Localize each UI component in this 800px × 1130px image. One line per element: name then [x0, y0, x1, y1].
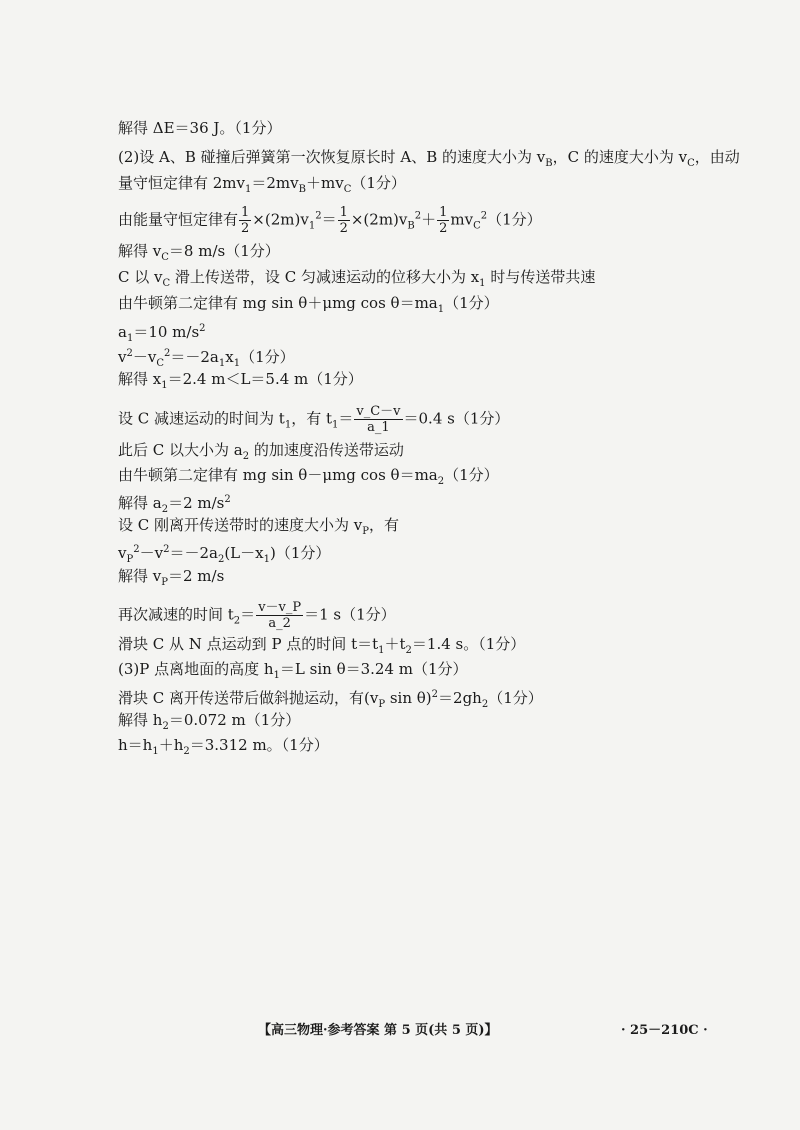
formula-text: 2 — [431, 689, 439, 700]
solution-line-22 — [118, 710, 300, 737]
formula-text: P — [378, 699, 386, 710]
fraction — [256, 600, 303, 631]
formula-text: 1 — [479, 278, 486, 289]
formula-text: 解得 x — [118, 370, 162, 388]
solution-line-5 — [118, 241, 280, 268]
formula-text: v_C－v — [356, 404, 401, 419]
solution-line-15 — [118, 515, 399, 542]
formula-text: 由牛顿第二定律有 mg sin θ＋μmg cos θ＝ma — [118, 294, 438, 312]
text: 解得 ΔE＝36 J。（1分） — [118, 119, 282, 137]
formula-text: ＝2.4 m＜L＝5.4 m（1分） — [167, 370, 363, 388]
formula-text: 由能量守恒定律有 — [118, 210, 239, 229]
formula-text: 解得 a — [118, 494, 162, 512]
formula-text: 2 — [183, 746, 190, 757]
formula-text: （1分） — [444, 466, 499, 484]
formula-text: P — [161, 577, 168, 588]
formula-text: 2 — [224, 494, 231, 505]
formula-text: 2 — [241, 221, 250, 236]
formula-text: ＝2gh — [438, 689, 482, 707]
formula-text: v — [118, 348, 127, 366]
formula-text: 1 — [284, 419, 292, 431]
formula-text: 时与传送带共速 — [485, 268, 596, 286]
formula-text: 1 — [245, 184, 252, 195]
formula-text: 2 — [481, 699, 489, 710]
formula-text: 1 — [241, 205, 250, 220]
formula-text: 2 — [162, 721, 169, 732]
solution-line-17 — [118, 566, 224, 593]
formula-text: (2)设 A、B 碰撞后弹簧第一次恢复原长时 A、B 的速度大小为 v — [118, 148, 546, 166]
formula-text: ＝－2a — [170, 348, 219, 366]
formula-text: mv — [450, 210, 474, 229]
formula-text: （1分） — [444, 294, 499, 312]
formula-text: a_2 — [268, 616, 291, 631]
formula-text: C — [162, 278, 171, 289]
fraction-half — [239, 205, 251, 236]
formula-text: －v — [139, 544, 164, 562]
formula-text: v－v_P — [258, 600, 302, 615]
formula-text: 1 — [339, 205, 348, 220]
formula-text: B — [298, 184, 306, 195]
formula-text: ＋t — [384, 635, 406, 653]
formula-text: 2 — [414, 210, 422, 222]
formula-text: ＝8 m/s（1分） — [168, 242, 280, 260]
formula-text: ，C 的速度大小为 v — [552, 148, 688, 166]
formula-text: 设 C 减速运动的时间为 t — [118, 409, 285, 428]
formula-text: 由牛顿第二定律有 mg sin θ－μmg cos θ＝ma — [118, 466, 438, 484]
formula-text: 2 — [315, 210, 322, 222]
formula-text: 解得 v — [118, 242, 162, 260]
solution-line-10 — [118, 369, 363, 396]
formula-text: ＝10 m/s — [133, 323, 200, 341]
formula-text: ＝0.072 m（1分） — [168, 711, 301, 729]
formula-text: 2 — [405, 645, 412, 656]
formula-text: C — [161, 252, 169, 263]
footer-code: · 25－210C · — [621, 1023, 708, 1038]
solution-line-1 — [118, 118, 281, 138]
formula-text: C 以 v — [118, 268, 163, 286]
formula-text: ×(2m)v — [350, 210, 408, 229]
fraction-half — [338, 205, 350, 236]
formula-text: 1 — [218, 358, 226, 369]
formula-text: ，有 — [369, 516, 400, 534]
formula-text: P — [126, 554, 134, 565]
formula-text: ＋mv — [306, 174, 344, 192]
formula-text: 2 — [199, 323, 206, 334]
solution-line-19 — [118, 634, 525, 661]
formula-text: 1 — [263, 554, 270, 565]
formula-text: 滑块 C 离开传送带后做斜抛运动，有(v — [118, 689, 379, 707]
formula-text: 1 — [152, 746, 159, 757]
formula-text: 2 — [439, 221, 448, 236]
formula-text: ＝ — [240, 605, 256, 624]
formula-text: 2 — [480, 210, 488, 222]
formula-text: ＋ — [421, 210, 437, 229]
formula-text: （1分） — [351, 174, 406, 192]
formula-text: ＝1 s（1分） — [304, 605, 396, 624]
formula-text: ＝－2a — [169, 544, 218, 562]
formula-text: 1 — [233, 358, 241, 369]
solution-line-20 — [118, 659, 468, 686]
formula-text: C — [343, 184, 352, 195]
formula-text: C — [687, 158, 695, 169]
formula-text: x — [225, 348, 234, 366]
formula-text: 解得 v — [118, 567, 162, 585]
formula-text: 量守恒定律有 2mv — [118, 174, 246, 192]
formula-text: ＝2 m/s — [168, 494, 225, 512]
formula-text: 2 — [233, 615, 241, 627]
formula-text: (3)P 点离地面的高度 h — [118, 660, 274, 678]
formula-text: ＋h — [158, 736, 184, 754]
formula-text: （1分） — [487, 210, 542, 229]
formula-text: 2 — [163, 544, 170, 555]
formula-text: 滑上传送带，设 C 匀减速运动的位移大小为 x — [170, 268, 480, 286]
formula-text: ×(2m)v — [252, 210, 309, 229]
formula-text: sin θ) — [385, 689, 432, 707]
formula-text: ＝1.4 s。（1分） — [411, 635, 526, 653]
fraction — [354, 404, 402, 435]
formula-text: h＝h — [118, 736, 153, 754]
formula-text: 滑块 C 从 N 点运动到 P 点的时间 t＝t — [118, 635, 379, 653]
formula-text: 2 — [126, 348, 133, 359]
formula-text: 此后 C 以大小为 a — [118, 441, 243, 459]
solution-line-6 — [118, 267, 595, 294]
formula-text: ＝2 m/s — [167, 567, 225, 585]
formula-text: 2 — [164, 348, 171, 359]
solution-line-2 — [118, 147, 740, 174]
formula-text: 2 — [161, 504, 169, 515]
formula-text: v — [118, 544, 127, 562]
formula-text: 1 — [161, 380, 168, 391]
formula-text: 1 — [437, 304, 445, 315]
formula-text: ＝ — [321, 210, 337, 229]
formula-text: a_1 — [367, 420, 390, 435]
formula-text: 再次减速的时间 t — [118, 605, 234, 624]
formula-text: )（1分） — [269, 544, 331, 562]
formula-text: 1 — [378, 645, 385, 656]
formula-text: 解得 h — [118, 711, 163, 729]
fraction-half — [437, 205, 449, 236]
formula-text: B — [407, 220, 415, 232]
formula-text: 1 — [126, 333, 134, 344]
solution-line-12 — [118, 440, 404, 467]
formula-text: 2 — [339, 221, 348, 236]
formula-text: 1 — [331, 419, 339, 431]
formula-text: 2 — [133, 544, 140, 555]
solution-line-18 — [118, 600, 396, 632]
formula-text: P — [362, 526, 369, 537]
formula-text: 1 — [273, 670, 280, 681]
solution-line-23 — [118, 735, 329, 762]
formula-text: 2 — [242, 451, 250, 462]
footer-page-label: 【高三物理·参考答案 第 5 页(共 5 页)】 — [258, 1023, 498, 1038]
formula-text: (L－x — [224, 544, 264, 562]
solution-line-13 — [118, 465, 499, 492]
formula-text: ＝0.4 s（1分） — [403, 409, 510, 428]
formula-text: ＝2mv — [251, 174, 299, 192]
solution-line-7 — [118, 293, 499, 320]
formula-text: 1 — [308, 220, 316, 232]
formula-text: 2 — [437, 476, 445, 487]
formula-text: ＝ — [338, 409, 354, 428]
formula-text: （1分） — [488, 689, 543, 707]
solution-line-11 — [118, 404, 509, 436]
formula-text: 的加速度沿传送带运动 — [249, 441, 404, 459]
formula-text: ，有 t — [291, 409, 332, 428]
formula-text: 设 C 刚离开传送带时的速度大小为 v — [118, 516, 363, 534]
formula-text: －v — [132, 348, 157, 366]
formula-text: C — [156, 358, 164, 369]
formula-text: 1 — [439, 205, 448, 220]
formula-text: （1分） — [240, 348, 295, 366]
formula-text: 2 — [217, 554, 225, 565]
formula-text: ＝L sin θ＝3.24 m（1分） — [279, 660, 468, 678]
solution-line-4 — [118, 205, 542, 237]
formula-text: ＝3.312 m。（1分） — [189, 736, 329, 754]
formula-text: ，由动 — [694, 148, 740, 166]
formula-text: a — [118, 323, 127, 341]
formula-text: B — [545, 158, 553, 169]
formula-text: C — [473, 220, 481, 232]
solution-line-3 — [118, 173, 406, 200]
